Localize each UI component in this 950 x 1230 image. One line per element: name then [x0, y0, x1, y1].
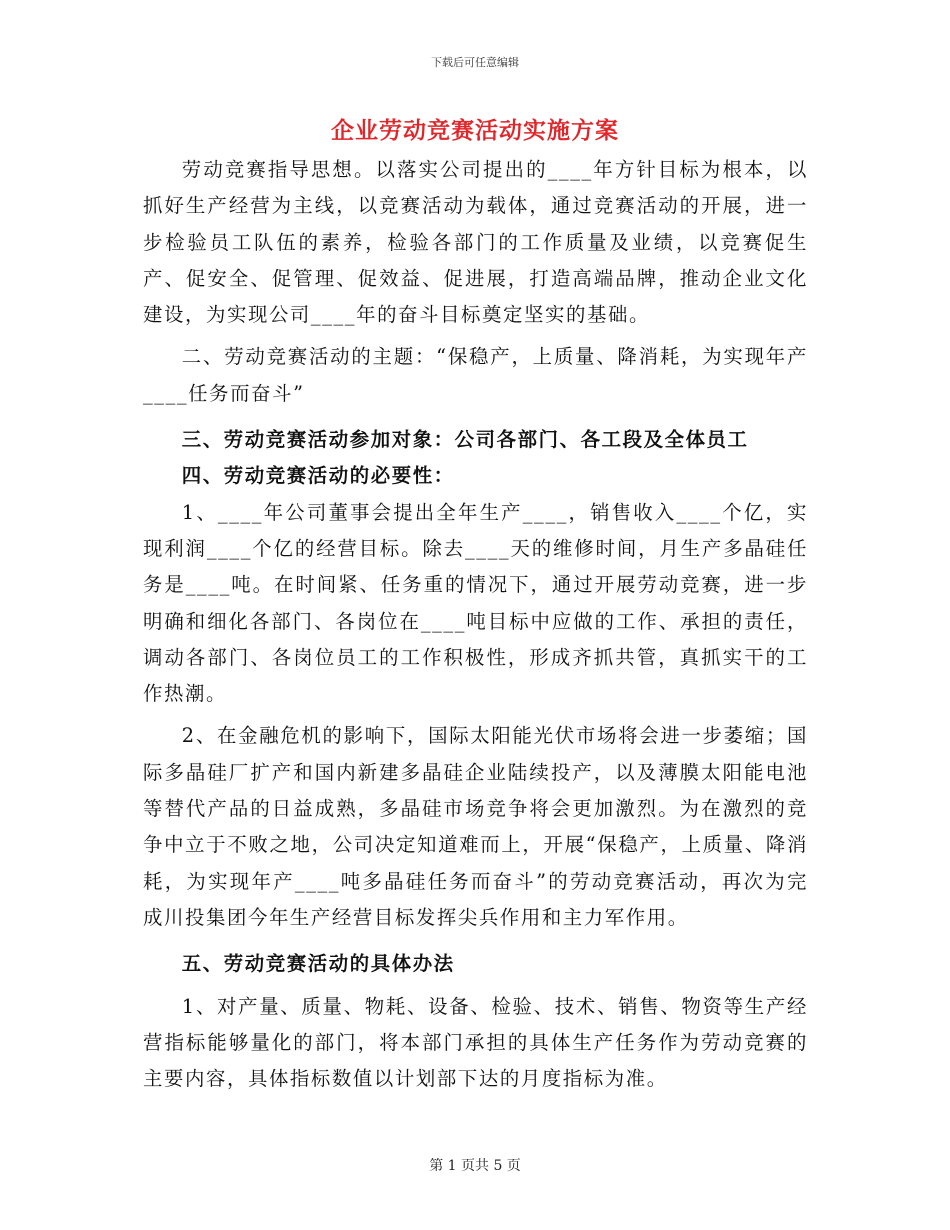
- paragraph-guiding-ideology: 劳动竞赛指导思想。以落实公司提出的____年方针目标为根本，以抓好生产经营为主线，以竞赛活动为载体，通过竞赛活动的开展，进一步检验员工队伍的素养，检验各部门的工作质量及业绩，以竞赛促生产、促安全、促管理、促效益、促进展，打造高端品牌，推动企业文化建设，为实现公司____年的奋斗目标奠定坚实的基础。: [143, 158, 808, 327]
- section-heading-theme: 二、劳动竞赛活动的主题：“保稳产，上质量、降消耗，为实现年产____任务而奋斗”: [143, 345, 808, 405]
- paragraph-necessity-1: 1、____年公司董事会提出全年生产____，销售收入____个亿，实现利润____个亿的经营目标。除去____天的维修时间，月生产多晶硅任务是____吨。在时间紧、任务重的情况下，通过开展劳动竞赛，进一步明确和细化各部门、各岗位在____吨目标中应做的工作、承担的责任，调动各部门、各岗位员工的工作积极性，形成齐抓共管，真抓实干的工作热潮。: [143, 500, 808, 706]
- section-heading-methods: 五、劳动竞赛活动的具体办法: [181, 952, 455, 976]
- page-number: 第 1 页共 5 页: [429, 1158, 521, 1174]
- document-body: [143, 152, 808, 1097]
- paragraph-methods-1: 1、对产量、质量、物耗、设备、检验、技术、销售、物资等生产经营指标能够量化的部门，将本部门承担的具体生产任务作为劳动竞赛的主要内容，具体指标数值以计划部下达的月度指标为准。: [143, 994, 808, 1091]
- header-note: 下载后可任意编辑: [431, 56, 519, 69]
- document-title: 企业劳动竞赛活动实施方案: [331, 117, 619, 144]
- section-heading-participants: 三、劳动竞赛活动参加对象：公司各部门、各工段及全体员工: [181, 428, 749, 452]
- section-heading-necessity: 四、劳动竞赛活动的必要性：: [181, 464, 455, 488]
- paragraph-necessity-2: 2、在金融危机的影响下，国际太阳能光伏市场将会进一步萎缩；国际多晶硅厂扩产和国内新建多晶硅企业陆续投产，以及薄膜太阳能电池等替代产品的日益成熟，多晶硅市场竞争将会更加激烈。为在激烈的竞争中立于不败之地，公司决定知道难而上，开展“保稳产，上质量、降消耗，为实现年产____吨多晶硅任务而奋斗”的劳动竞赛活动，再次为完成川投集团今年生产经营目标发挥尖兵作用和主力军作用。: [143, 724, 808, 929]
